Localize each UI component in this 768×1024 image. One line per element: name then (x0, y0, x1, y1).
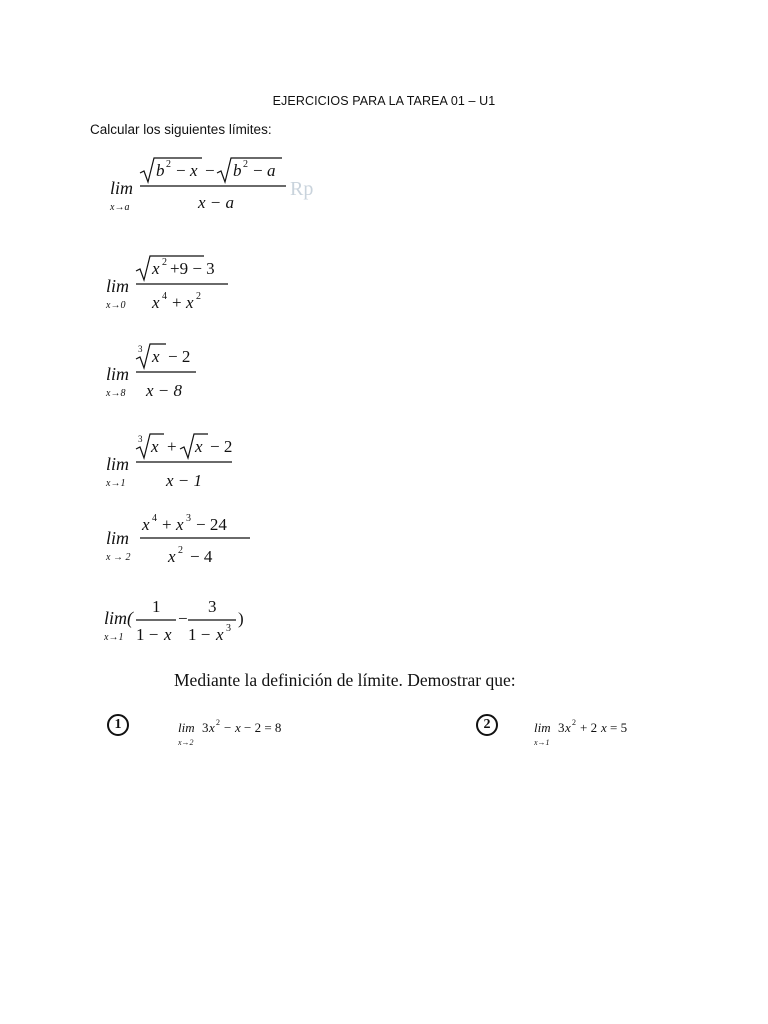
svg-text:x: x (209, 720, 215, 735)
svg-text:x: x (152, 259, 160, 278)
proof-exercise-1 (178, 716, 328, 757)
svg-text:x: x (151, 437, 159, 456)
svg-text:4: 4 (152, 513, 157, 524)
svg-text:3: 3 (138, 434, 143, 444)
svg-text:x→1: x→1 (106, 478, 126, 489)
svg-text:x: x (152, 293, 160, 312)
svg-text:lim: lim (110, 178, 134, 198)
svg-text:− 24: − 24 (196, 515, 227, 534)
svg-text:−: − (178, 609, 188, 628)
svg-text:3: 3 (186, 513, 191, 524)
bleed-through-artifact: Rp (290, 178, 314, 200)
svg-text:x: x (601, 720, 607, 735)
svg-text:b: b (156, 161, 165, 180)
svg-text:x − 1: x − 1 (166, 471, 203, 490)
svg-text:+ 2: + 2 (580, 720, 598, 735)
svg-text:2: 2 (243, 159, 248, 170)
svg-text:x→2: x→2 (178, 738, 194, 747)
svg-text:lim(: lim( (104, 608, 133, 628)
svg-text:x: x (176, 515, 184, 534)
svg-text:lim: lim (106, 364, 130, 384)
svg-text:3: 3 (226, 623, 231, 634)
svg-text:4: 4 (162, 291, 167, 302)
svg-text:x→a: x→a (110, 202, 130, 213)
svg-text:− 2 = 8: − 2 = 8 (244, 720, 282, 735)
svg-text:3: 3 (558, 720, 565, 735)
svg-text:x: x (152, 347, 160, 366)
limit-exercise-2 (104, 250, 264, 320)
svg-text:lim: lim (178, 720, 195, 735)
limit-expression-6 (104, 590, 264, 660)
svg-text:+: + (162, 515, 172, 534)
limit-expression-2 (104, 250, 264, 320)
limit-exercise-5 (104, 508, 264, 578)
limit-expression-4 (104, 428, 264, 498)
limit-exercise-3 (104, 338, 224, 408)
svg-text:−: − (176, 161, 186, 180)
svg-text:x→1: x→1 (104, 632, 124, 643)
svg-text:x→1: x→1 (534, 738, 550, 747)
svg-text:1: 1 (152, 597, 161, 616)
svg-text:2: 2 (166, 159, 171, 170)
svg-text:− 4: − 4 (190, 547, 213, 566)
svg-text:−: − (205, 161, 215, 180)
svg-text:− 2: − 2 (210, 437, 233, 456)
proof-expression-1 (178, 716, 328, 752)
svg-text:x: x (190, 161, 198, 180)
page-title: EJERCICIOS PARA LA TAREA 01 – U1 (272, 94, 496, 108)
svg-text:x→0: x→0 (106, 300, 126, 311)
svg-text:3: 3 (202, 720, 209, 735)
svg-text:−: − (224, 720, 232, 735)
proof-exercise-2 (534, 716, 654, 757)
svg-text:1 −: 1 − (136, 625, 159, 644)
svg-text:lim: lim (106, 528, 130, 548)
limit-exercise-6 (104, 590, 264, 660)
svg-text:+: + (172, 293, 182, 312)
svg-text:x: x (235, 720, 241, 735)
limit-expression-3 (104, 338, 224, 408)
limit-exercise-4 (104, 428, 264, 498)
svg-text:lim: lim (534, 720, 551, 735)
svg-text:x → 2: x → 2 (106, 552, 131, 563)
number-circle-2: 2 (476, 714, 498, 736)
svg-text:+9 − 3: +9 − 3 (170, 259, 215, 278)
svg-text:3: 3 (138, 344, 143, 354)
svg-text:b: b (233, 161, 242, 180)
svg-text:x: x (168, 547, 176, 566)
number-circle-1: 1 (107, 714, 129, 736)
svg-text:x→8: x→8 (106, 388, 126, 399)
svg-text:x: x (565, 720, 571, 735)
svg-text:= 5: = 5 (610, 720, 628, 735)
svg-text:3: 3 (208, 597, 217, 616)
svg-text:x: x (164, 625, 172, 644)
instructions-text: Calcular los siguientes límites: (90, 122, 272, 137)
svg-text:−: − (253, 161, 263, 180)
svg-text:1 −: 1 − (188, 625, 211, 644)
svg-text:x: x (142, 515, 150, 534)
section-heading: Mediante la definición de límite. Demostrar que: (174, 670, 516, 690)
svg-text:x: x (216, 625, 224, 644)
svg-text:lim: lim (106, 276, 130, 296)
svg-text:+: + (167, 437, 177, 456)
svg-text:− 2: − 2 (168, 347, 191, 366)
svg-text:2: 2 (162, 257, 167, 268)
limit-expression-5 (104, 508, 264, 578)
svg-text:x: x (195, 437, 203, 456)
svg-text:a: a (267, 161, 276, 180)
svg-text:2: 2 (196, 291, 201, 302)
svg-text:x: x (186, 293, 194, 312)
proof-expression-2 (534, 716, 654, 752)
svg-text:2: 2 (216, 718, 220, 727)
svg-text:2: 2 (572, 718, 576, 727)
svg-text:): ) (238, 609, 244, 628)
svg-text:2: 2 (178, 545, 183, 556)
svg-text:x − 8: x − 8 (146, 381, 183, 400)
svg-text:x − a: x − a (198, 193, 235, 212)
svg-text:lim: lim (106, 454, 130, 474)
